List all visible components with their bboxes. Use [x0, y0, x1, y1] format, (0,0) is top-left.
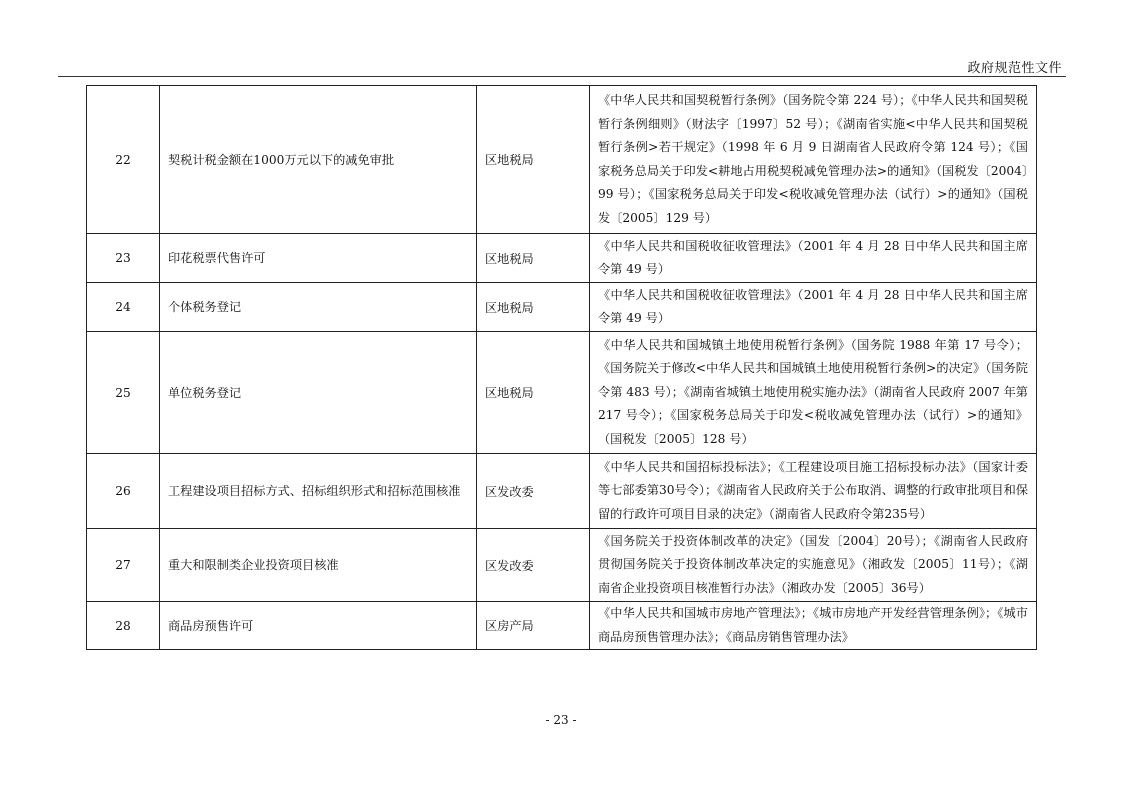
- row-number: 22: [87, 86, 160, 234]
- row-number: 27: [87, 529, 160, 602]
- item-name: 契税计税金额在1000万元以下的减免审批: [160, 86, 477, 234]
- legal-basis: 《中华人民共和国招标投标法》；《工程建设项目施工招标投标办法》（国家计委等七部委第30号令）；《湖南省人民政府关于公布取消、调整的行政审批项目和保留的行政许可项目目录的决定》（湖南省人民政府令第235号）: [590, 454, 1037, 529]
- item-name: 重大和限制类企业投资项目核准: [160, 529, 477, 602]
- item-name: 工程建设项目招标方式、招标组织形式和招标范围核准: [160, 454, 477, 529]
- department: 区发改委: [477, 529, 590, 602]
- legal-basis: 《中华人民共和国契税暂行条例》（国务院令第 224 号）；《中华人民共和国契税暂行条例细则》（财法字〔1997〕52 号）；《湖南省实施<中华人民共和国契税暂行条例>若干规定》（1998 年 6 月 9 日湖南省人民政府令第 124 号）；《国家税务总局关于印发<耕地占用税契税减免管理办法>的通知》（国税发〔2004〕99 号）；《国家税务总局关于印发<税收减免管理办法（试行）>的通知》（国税发〔2005〕129 号）: [590, 86, 1037, 234]
- legal-basis: 《中华人民共和国税收征收管理法》（2001 年 4 月 28 日中华人民共和国主席令第 49 号）: [590, 283, 1037, 332]
- item-name: 单位税务登记: [160, 332, 477, 454]
- department: 区房产局: [477, 602, 590, 650]
- row-number: 26: [87, 454, 160, 529]
- item-name: 商品房预售许可: [160, 602, 477, 650]
- table-row: [87, 86, 1037, 234]
- department: 区发改委: [477, 454, 590, 529]
- department: 区地税局: [477, 332, 590, 454]
- department: 区地税局: [477, 86, 590, 234]
- table-row: [87, 332, 1037, 454]
- row-number: 23: [87, 234, 160, 283]
- department: 区地税局: [477, 234, 590, 283]
- item-name: 印花税票代售许可: [160, 234, 477, 283]
- legal-basis: 《中华人民共和国税收征收管理法》（2001 年 4 月 28 日中华人民共和国主席令第 49 号）: [590, 234, 1037, 283]
- table-row: [87, 283, 1037, 332]
- row-number: 25: [87, 332, 160, 454]
- item-name: 个体税务登记: [160, 283, 477, 332]
- document-header-title: 政府规范性文件: [967, 61, 1062, 76]
- row-number: 28: [87, 602, 160, 650]
- department: 区地税局: [477, 283, 590, 332]
- approval-items-table: [86, 85, 1037, 650]
- header-divider: [58, 76, 1066, 77]
- table-row: [87, 234, 1037, 283]
- table-row: [87, 454, 1037, 529]
- table-row: [87, 602, 1037, 650]
- page-number: - 23 -: [545, 713, 577, 727]
- legal-basis: 《中华人民共和国城市房地产管理法》；《城市房地产开发经营管理条例》；《城市商品房预售管理办法》；《商品房销售管理办法》: [590, 602, 1037, 650]
- legal-basis: 《国务院关于投资体制改革的决定》（国发〔2004〕20号）；《湖南省人民政府贯彻国务院关于投资体制改革决定的实施意见》（湘政发〔2005〕11号）；《湖南省企业投资项目核准暂行办法》（湘政办发〔2005〕36号）: [590, 529, 1037, 602]
- row-number: 24: [87, 283, 160, 332]
- table-row: [87, 529, 1037, 602]
- legal-basis: 《中华人民共和国城镇土地使用税暂行条例》（国务院 1988 年第 17 号令）；《国务院关于修改<中华人民共和国城镇土地使用税暂行条例>的决定》（国务院令第 483 号）；《湖南省城镇土地使用税实施办法》（湖南省人民政府 2007 年第 217 号令）；《国家税务总局关于印发<税收减免管理办法（试行）>的通知》（国税发〔2005〕128 号）: [590, 332, 1037, 454]
